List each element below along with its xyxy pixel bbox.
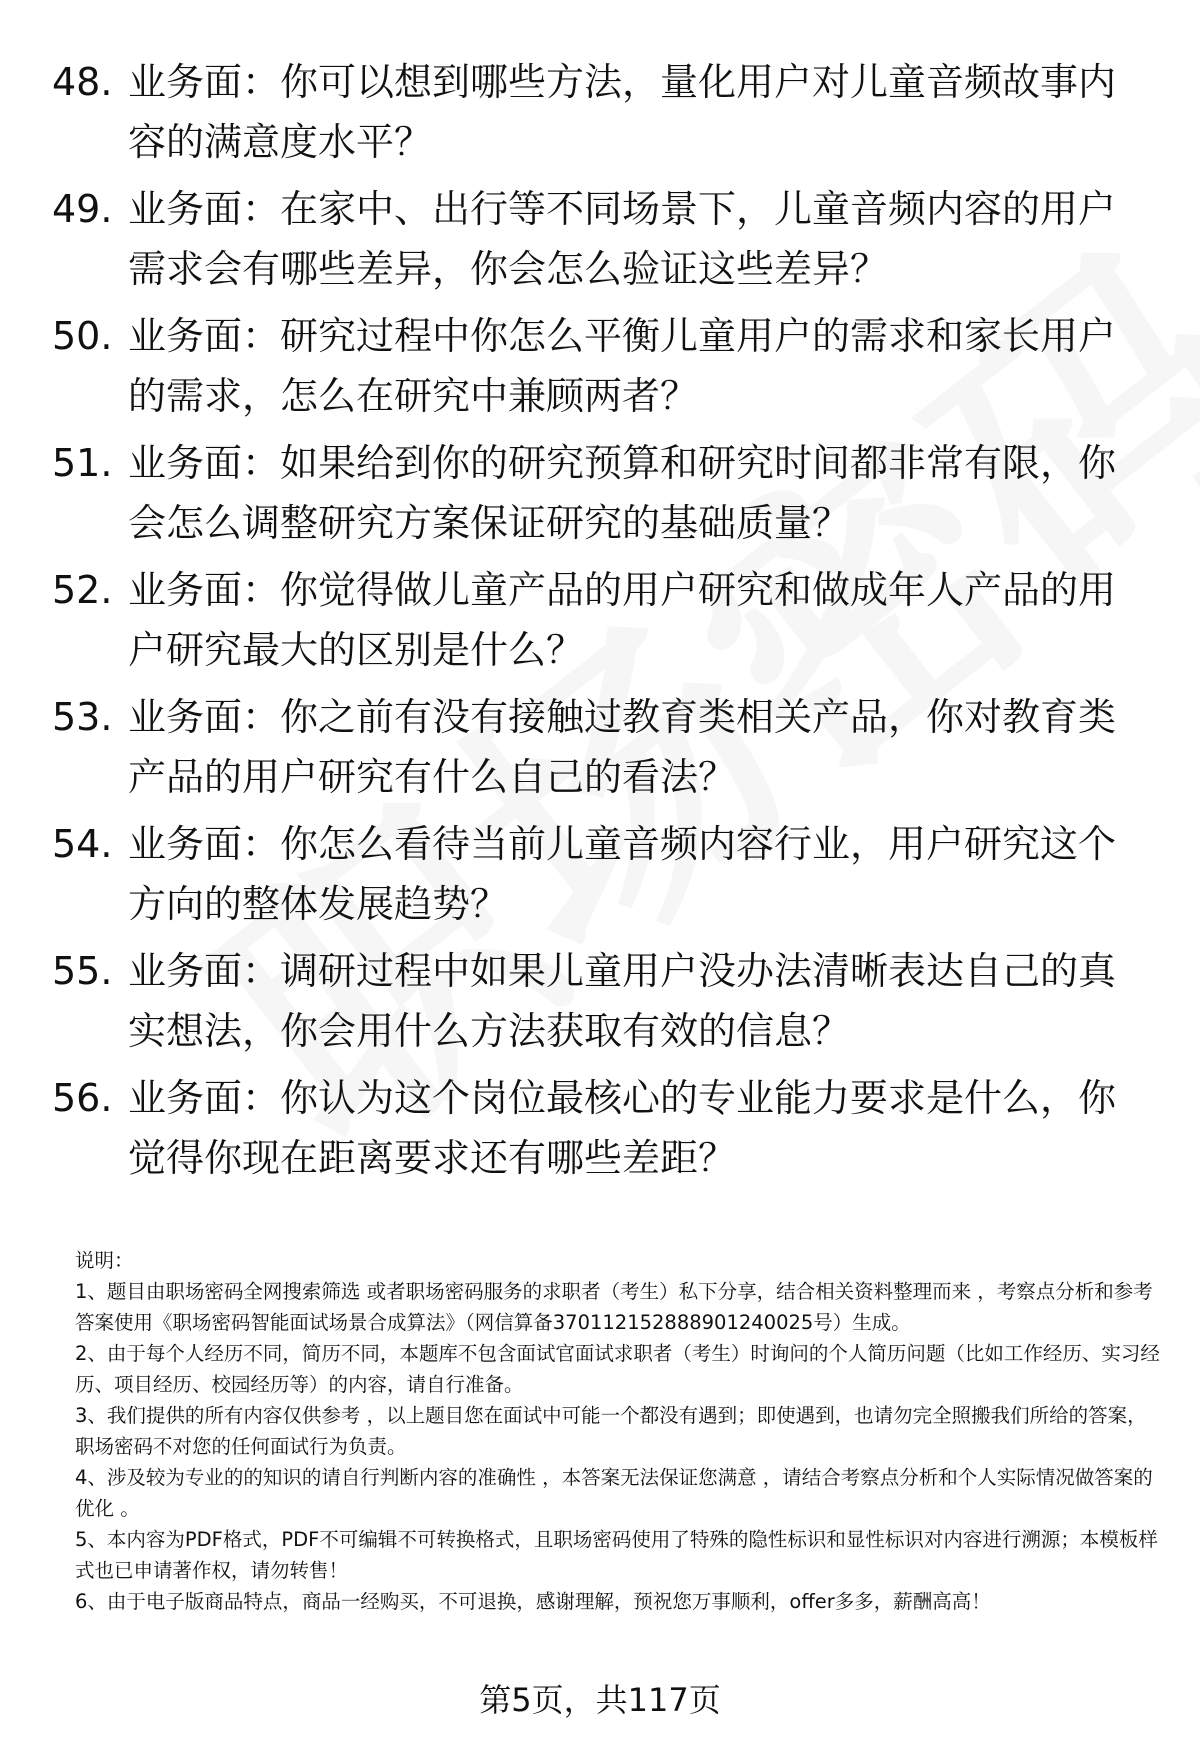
question-item <box>52 941 1152 1061</box>
question-item <box>52 1068 1152 1188</box>
question-number: 54. <box>52 822 113 866</box>
question-text: 业务面：你可以想到哪些方法，量化用户对儿童音频故事内容的满意度水平？ <box>128 60 1117 164</box>
note-item: 4、涉及较为专业的的知识的请自行判断内容的准确性 ，本答案无法保证您满意 ，请结合考察点分析和个人实际情况做答案的优化 。 <box>75 1466 1153 1520</box>
page-number: 第5页，共117页 <box>479 1681 721 1719</box>
note-item: 6、由于电子版商品特点，商品一经购买，不可退换，感谢理解，预祝您万事顺利，offer多多，薪酬高高！ <box>75 1590 991 1613</box>
question-text: 业务面：如果给到你的研究预算和研究时间都非常有限，你会怎么调整研究方案保证研究的基础质量？ <box>128 441 1117 545</box>
question-number: 56. <box>52 1076 113 1120</box>
question-item <box>52 52 1152 172</box>
question-list <box>52 52 1152 1195</box>
question-text: 业务面：你怎么看待当前儿童音频内容行业，用户研究这个方向的整体发展趋势？ <box>128 822 1117 926</box>
question-number: 49. <box>52 187 113 231</box>
note-item: 1、题目由职场密码全网搜索筛选 或者职场密码服务的求职者（考生）私下分享，结合相关资料整理而来 ，考察点分析和参考答案使用《职场密码智能面试场景合成算法》（网信算备370112152888901240025号）生成。 <box>75 1280 1153 1334</box>
question-number: 55. <box>52 949 113 993</box>
question-number: 53. <box>52 695 113 739</box>
note-item: 3、我们提供的所有内容仅供参考 ，以上题目您在面试中可能一个都没有遇到；即使遇到，也请勿完全照搬我们所给的答案，职场密码不对您的任何面试行为负责。 <box>75 1404 1147 1458</box>
question-number: 52. <box>52 568 113 612</box>
question-item <box>52 433 1152 553</box>
question-item <box>52 560 1152 680</box>
question-item <box>52 179 1152 299</box>
question-item <box>52 814 1152 934</box>
notes-title: 说明： <box>75 1249 134 1272</box>
question-item <box>52 306 1152 426</box>
question-number: 48. <box>52 60 113 104</box>
question-number: 51. <box>52 441 113 485</box>
question-text: 业务面：研究过程中你怎么平衡儿童用户的需求和家长用户的需求，怎么在研究中兼顾两者？ <box>128 314 1117 418</box>
note-item: 2、由于每个人经历不同，简历不同，本题库不包含面试官面试求职者（考生）时询问的个人简历问题（比如工作经历、实习经历、项目经历、校园经历等）的内容，请自行准备。 <box>75 1342 1160 1396</box>
question-text: 业务面：在家中、出行等不同场景下，儿童音频内容的用户需求会有哪些差异，你会怎么验证这些差异？ <box>128 187 1117 291</box>
question-number: 50. <box>52 314 113 358</box>
question-item <box>52 687 1152 807</box>
question-text: 业务面：你觉得做儿童产品的用户研究和做成年人产品的用户研究最大的区别是什么？ <box>128 568 1117 672</box>
note-item: 5、本内容为PDF格式，PDF不可编辑不可转换格式，且职场密码使用了特殊的隐性标识和显性标识对内容进行溯源；本模板样式也已申请著作权，请勿转售！ <box>75 1528 1158 1582</box>
question-text: 业务面：你认为这个岗位最核心的专业能力要求是什么，你觉得你现在距离要求还有哪些差距？ <box>128 1076 1117 1180</box>
notes-section <box>75 1245 1165 1617</box>
question-text: 业务面：调研过程中如果儿童用户没办法清晰表达自己的真实想法，你会用什么方法获取有效的信息？ <box>128 949 1117 1053</box>
question-text: 业务面：你之前有没有接触过教育类相关产品，你对教育类产品的用户研究有什么自己的看法？ <box>128 695 1117 799</box>
